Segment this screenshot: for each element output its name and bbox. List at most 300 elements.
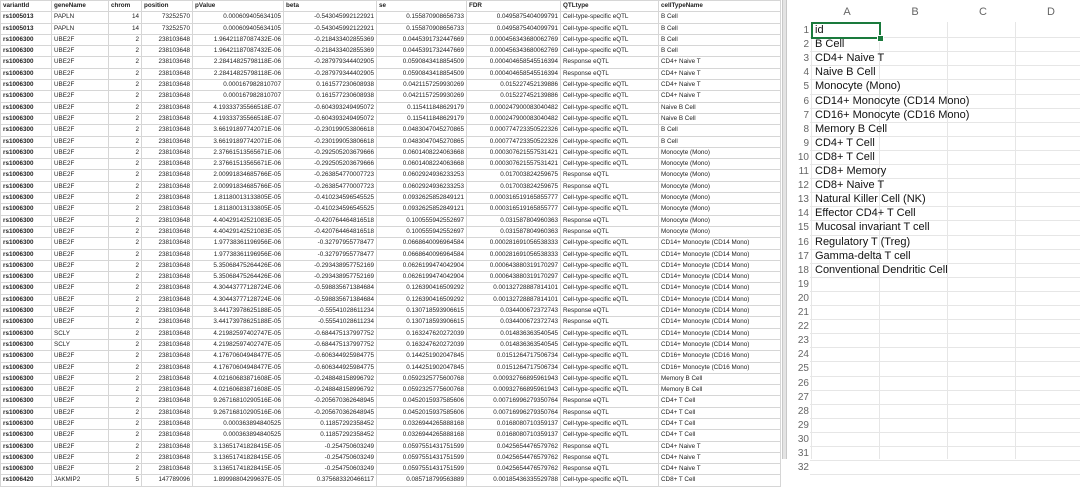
beta-cell[interactable]: -0.604393249495072 (284, 102, 377, 113)
gene-name-cell[interactable]: UBE2F (52, 294, 109, 305)
chrom-cell[interactable]: 14 (109, 12, 142, 23)
position-cell[interactable]: 238103648 (142, 193, 193, 204)
row-header[interactable]: 15 (797, 222, 809, 234)
variant-id-cell[interactable]: rs1006420 (1, 475, 52, 486)
gene-name-cell[interactable]: UBE2F (52, 181, 109, 192)
fdr-cell[interactable]: 0.0495875404099791 (467, 12, 561, 23)
qtl-type-cell[interactable]: Cell-type-specific eQTL (561, 272, 659, 283)
chrom-cell[interactable]: 2 (109, 272, 142, 283)
fdr-cell[interactable]: 0.000404658545516394 (467, 68, 561, 79)
gene-name-cell[interactable]: UBE2F (52, 170, 109, 181)
se-cell[interactable]: 0.0602924936233253 (377, 170, 467, 181)
fdr-cell[interactable]: 0.00716996279350764 (467, 407, 561, 418)
beta-cell[interactable]: -0.598835671384684 (284, 294, 377, 305)
fdr-cell[interactable]: 0.015227452139886 (467, 80, 561, 91)
qtl-type-cell[interactable]: Response eQTL (561, 317, 659, 328)
cell-type-name-cell[interactable]: CD4+ Naive T (659, 80, 781, 91)
qtl-type-cell[interactable]: Response eQTL (561, 396, 659, 407)
position-cell[interactable]: 73252570 (142, 23, 193, 34)
position-cell[interactable]: 238103648 (142, 407, 193, 418)
beta-cell[interactable]: -0.32797955778477 (284, 238, 377, 249)
fdr-cell[interactable]: 0.00185436335529788 (467, 475, 561, 486)
row-header[interactable]: 3 (803, 53, 809, 65)
position-cell[interactable]: 238103648 (142, 418, 193, 429)
fdr-cell[interactable]: 0.034400672372743 (467, 317, 561, 328)
p-value-cell[interactable]: 4.17670604948477E-05 (193, 351, 284, 362)
row-header[interactable]: 26 (797, 377, 809, 389)
p-value-cell[interactable]: 4.21982597402747E-05 (193, 339, 284, 350)
p-value-cell[interactable]: 3.13651741828415E-05 (193, 452, 284, 463)
variant-id-cell[interactable]: rs1006300 (1, 418, 52, 429)
qtl-type-cell[interactable]: Cell-type-specific eQTL (561, 204, 659, 215)
p-value-cell[interactable]: 1.97738361196956E-06 (193, 249, 284, 260)
cell-type-name-cell[interactable]: Monocyte (Mono) (659, 181, 781, 192)
row-header[interactable]: 16 (797, 236, 809, 248)
position-cell[interactable]: 238103648 (142, 294, 193, 305)
gene-name-cell[interactable]: UBE2F (52, 452, 109, 463)
qtl-type-cell[interactable]: Cell-type-specific eQTL (561, 328, 659, 339)
cell-type-name-cell[interactable]: CD14+ Monocyte (CD14 Mono) (659, 294, 781, 305)
chrom-cell[interactable]: 2 (109, 396, 142, 407)
chrom-cell[interactable]: 2 (109, 317, 142, 328)
se-cell[interactable]: 0.115411848629179 (377, 102, 467, 113)
cell-type-name-cell[interactable]: Naive B Cell (659, 113, 781, 124)
fdr-cell[interactable]: 0.031587804960363 (467, 215, 561, 226)
beta-cell[interactable]: -0.684475137997752 (284, 339, 377, 350)
chrom-cell[interactable]: 2 (109, 362, 142, 373)
position-cell[interactable]: 238103648 (142, 125, 193, 136)
beta-cell[interactable]: -0.254750603249 (284, 464, 377, 475)
gene-name-cell[interactable]: UBE2F (52, 34, 109, 45)
beta-cell[interactable]: -0.254750603249 (284, 452, 377, 463)
chrom-cell[interactable]: 2 (109, 351, 142, 362)
variant-id-cell[interactable]: rs1006300 (1, 238, 52, 249)
cell-type-name-cell[interactable]: B Cell (659, 46, 781, 57)
fdr-cell[interactable]: 0.034400672372743 (467, 306, 561, 317)
beta-cell[interactable]: -0.606344925984775 (284, 351, 377, 362)
qtl-type-cell[interactable]: Cell-type-specific eQTL (561, 362, 659, 373)
p-value-cell[interactable]: 1.81180013133805E-05 (193, 204, 284, 215)
p-value-cell[interactable]: 9.26716810290516E-06 (193, 396, 284, 407)
variant-id-cell[interactable]: rs1006300 (1, 396, 52, 407)
variant-id-cell[interactable]: rs1006300 (1, 294, 52, 305)
cell-type-name-cell[interactable]: CD14+ Monocyte (CD14 Mono) (659, 306, 781, 317)
qtl-type-cell[interactable]: Cell-type-specific eQTL (561, 238, 659, 249)
row-header[interactable]: 17 (797, 250, 809, 262)
cell-type-name-cell[interactable]: CD16+ Monocyte (CD16 Mono) (659, 362, 781, 373)
row-header[interactable]: 23 (797, 335, 809, 347)
row-header[interactable]: 11 (798, 166, 809, 177)
beta-cell[interactable]: 0.11857292358452 (284, 418, 377, 429)
chrom-cell[interactable]: 2 (109, 294, 142, 305)
gene-name-cell[interactable]: SCLY (52, 328, 109, 339)
cell-type-name-cell[interactable]: B Cell (659, 23, 781, 34)
cell-type-name-cell[interactable]: CD4+ Naive T (659, 464, 781, 475)
variant-id-cell[interactable]: rs1006300 (1, 80, 52, 91)
cell-type-name-cell[interactable]: CD4+ Naive T (659, 91, 781, 102)
variant-id-cell[interactable]: rs1006300 (1, 147, 52, 158)
se-cell[interactable]: 0.0421157259930269 (377, 91, 467, 102)
beta-cell[interactable]: 0.161577230608938 (284, 91, 377, 102)
fdr-cell[interactable]: 0.000281691056538333 (467, 249, 561, 260)
variant-id-cell[interactable]: rs1006300 (1, 385, 52, 396)
variant-id-cell[interactable]: rs1006300 (1, 362, 52, 373)
cell-type-cell[interactable]: CD8+ Memory (815, 165, 887, 177)
se-cell[interactable]: 0.0483047045270865 (377, 125, 467, 136)
p-value-cell[interactable]: 4.30443777128724E-06 (193, 294, 284, 305)
cell-type-cell[interactable]: Gamma-delta T cell (815, 249, 911, 262)
variant-id-cell[interactable]: rs1006300 (1, 317, 52, 328)
fdr-cell[interactable]: 0.000316519165855777 (467, 204, 561, 215)
variant-id-cell[interactable]: rs1006300 (1, 57, 52, 68)
cell-type-name-cell[interactable]: CD4+ T Cell (659, 430, 781, 441)
se-cell[interactable]: 0.155870908656733 (377, 23, 467, 34)
qtl-type-cell[interactable]: Cell-type-specific eQTL (561, 339, 659, 350)
se-cell[interactable]: 0.0452015937585606 (377, 396, 467, 407)
row-header[interactable]: 10 (797, 151, 809, 163)
gene-name-cell[interactable]: UBE2F (52, 396, 109, 407)
row-header[interactable]: 28 (797, 405, 809, 417)
chrom-cell[interactable]: 2 (109, 464, 142, 475)
chrom-cell[interactable]: 2 (109, 193, 142, 204)
qtl-type-cell[interactable]: Response eQTL (561, 57, 659, 68)
se-cell[interactable]: 0.130718593906615 (377, 306, 467, 317)
row-header[interactable]: 4 (803, 67, 809, 79)
chrom-cell[interactable]: 14 (109, 23, 142, 34)
gene-name-cell[interactable]: UBE2F (52, 46, 109, 57)
p-value-cell[interactable]: 4.17670604948477E-05 (193, 362, 284, 373)
fdr-cell[interactable]: 0.000774723350522326 (467, 125, 561, 136)
p-value-cell[interactable]: 3.13651741828415E-05 (193, 441, 284, 452)
chrom-cell[interactable]: 2 (109, 430, 142, 441)
se-cell[interactable]: 0.100555942552697 (377, 215, 467, 226)
beta-cell[interactable]: -0.218433402855369 (284, 46, 377, 57)
fdr-cell[interactable]: 0.000456343680062769 (467, 34, 561, 45)
chrom-cell[interactable]: 5 (109, 475, 142, 486)
beta-cell[interactable]: -0.263854770007723 (284, 181, 377, 192)
fdr-cell[interactable]: 0.0168080710359137 (467, 430, 561, 441)
qtl-type-cell[interactable]: Response eQTL (561, 464, 659, 475)
qtl-type-cell[interactable]: Response eQTL (561, 226, 659, 237)
variant-id-cell[interactable]: rs1006300 (1, 328, 52, 339)
cell-type-cell[interactable]: Effector CD4+ T Cell (815, 207, 916, 220)
gene-name-cell[interactable]: UBE2F (52, 441, 109, 452)
beta-cell[interactable]: -0.218433402855369 (284, 34, 377, 45)
chrom-cell[interactable]: 2 (109, 80, 142, 91)
p-value-cell[interactable]: 0.000167982810707 (193, 80, 284, 91)
beta-cell[interactable]: -0.420764464816518 (284, 226, 377, 237)
cell-type-name-cell[interactable]: CD14+ Monocyte (CD14 Mono) (659, 272, 781, 283)
fdr-cell[interactable]: 0.000247900083040482 (467, 102, 561, 113)
beta-cell[interactable]: -0.205670362648945 (284, 407, 377, 418)
cell-type-cell[interactable]: Regulatory T (Treg) (815, 235, 911, 248)
header-QTLtype[interactable]: QTLtype (561, 1, 659, 12)
position-cell[interactable]: 238103648 (142, 373, 193, 384)
position-cell[interactable]: 238103648 (142, 181, 193, 192)
row-header[interactable]: 6 (803, 95, 809, 107)
cell-type-cell[interactable]: Naive B Cell (815, 66, 876, 79)
beta-cell[interactable]: -0.263854770007723 (284, 170, 377, 181)
qtl-type-cell[interactable]: Cell-type-specific eQTL (561, 125, 659, 136)
chrom-cell[interactable]: 2 (109, 328, 142, 339)
gene-name-cell[interactable]: SCLY (52, 339, 109, 350)
position-cell[interactable]: 238103648 (142, 226, 193, 237)
fdr-cell[interactable]: 0.014836363540545 (467, 328, 561, 339)
p-value-cell[interactable]: 4.02160683871608E-05 (193, 373, 284, 384)
chrom-cell[interactable]: 2 (109, 57, 142, 68)
chrom-cell[interactable]: 2 (109, 339, 142, 350)
header-beta[interactable]: beta (284, 1, 377, 12)
fdr-cell[interactable]: 0.0151264717506734 (467, 362, 561, 373)
beta-cell[interactable]: -0.205670362648945 (284, 396, 377, 407)
p-value-cell[interactable]: 1.81180013133805E-05 (193, 193, 284, 204)
qtl-type-cell[interactable]: Cell-type-specific eQTL (561, 80, 659, 91)
cell-type-cell[interactable]: B Cell (815, 38, 845, 51)
variant-id-cell[interactable]: rs1006300 (1, 430, 52, 441)
row-header[interactable]: 20 (797, 292, 809, 304)
se-cell[interactable]: 0.0483047045270865 (377, 136, 467, 147)
row-header[interactable]: 30 (797, 433, 809, 445)
row-header[interactable]: 5 (803, 81, 809, 93)
qtl-type-cell[interactable]: Response eQTL (561, 452, 659, 463)
se-cell[interactable]: 0.163247620272039 (377, 328, 467, 339)
gene-name-cell[interactable]: UBE2F (52, 249, 109, 260)
variant-id-cell[interactable]: rs1006300 (1, 260, 52, 271)
row-header[interactable]: 13 (797, 194, 809, 206)
beta-cell[interactable]: -0.410234596545525 (284, 204, 377, 215)
row-header[interactable]: 32 (797, 462, 809, 474)
chrom-cell[interactable]: 2 (109, 260, 142, 271)
cell-type-name-cell[interactable]: CD14+ Monocyte (CD14 Mono) (659, 260, 781, 271)
chrom-cell[interactable]: 2 (109, 46, 142, 57)
se-cell[interactable]: 0.163247620272039 (377, 339, 467, 350)
qtl-type-cell[interactable]: Cell-type-specific eQTL (561, 294, 659, 305)
gene-name-cell[interactable]: UBE2F (52, 238, 109, 249)
variant-id-cell[interactable]: rs1006300 (1, 215, 52, 226)
se-cell[interactable]: 0.144251902047845 (377, 351, 467, 362)
position-cell[interactable]: 238103648 (142, 328, 193, 339)
se-cell[interactable]: 0.0445391732447669 (377, 46, 467, 57)
gene-name-cell[interactable]: UBE2F (52, 113, 109, 124)
column-header-c[interactable]: C (979, 6, 987, 18)
gene-name-cell[interactable]: UBE2F (52, 136, 109, 147)
variant-id-cell[interactable]: rs1006300 (1, 125, 52, 136)
row-header[interactable]: 1 (803, 25, 809, 36)
qtl-type-cell[interactable]: Cell-type-specific eQTL (561, 46, 659, 57)
chrom-cell[interactable]: 2 (109, 452, 142, 463)
position-cell[interactable]: 238103648 (142, 68, 193, 79)
variant-id-cell[interactable]: rs1006300 (1, 283, 52, 294)
se-cell[interactable]: 0.0592325775600768 (377, 385, 467, 396)
chrom-cell[interactable]: 2 (109, 385, 142, 396)
beta-cell[interactable]: -0.230199053806618 (284, 136, 377, 147)
qtl-type-cell[interactable]: Response eQTL (561, 306, 659, 317)
position-cell[interactable]: 238103648 (142, 204, 193, 215)
p-value-cell[interactable]: 1.96421187087432E-06 (193, 34, 284, 45)
p-value-cell[interactable]: 0.000609405634105 (193, 12, 284, 23)
gene-name-cell[interactable]: UBE2F (52, 283, 109, 294)
chrom-cell[interactable]: 2 (109, 181, 142, 192)
cell-type-name-cell[interactable]: B Cell (659, 34, 781, 45)
variant-id-cell[interactable]: rs1006300 (1, 464, 52, 475)
se-cell[interactable]: 0.0932625852849121 (377, 193, 467, 204)
variant-id-cell[interactable]: rs1006300 (1, 272, 52, 283)
position-cell[interactable]: 238103648 (142, 215, 193, 226)
column-header-b[interactable]: B (911, 6, 919, 18)
gene-name-cell[interactable]: UBE2F (52, 306, 109, 317)
cell-type-name-cell[interactable]: Memory B Cell (659, 373, 781, 384)
se-cell[interactable]: 0.0597551431751599 (377, 464, 467, 475)
p-value-cell[interactable]: 2.00991834685766E-05 (193, 170, 284, 181)
cell-type-name-cell[interactable]: Monocyte (Mono) (659, 215, 781, 226)
variant-id-cell[interactable]: rs1005013 (1, 23, 52, 34)
cell-type-name-cell[interactable]: CD14+ Monocyte (CD14 Mono) (659, 283, 781, 294)
variant-id-cell[interactable]: rs1006300 (1, 68, 52, 79)
cell-type-name-cell[interactable]: Monocyte (Mono) (659, 159, 781, 170)
cell-type-cell[interactable]: CD8+ Naive T (815, 179, 885, 192)
se-cell[interactable]: 0.126390416509292 (377, 283, 467, 294)
p-value-cell[interactable]: 1.97738361196956E-06 (193, 238, 284, 249)
qtl-type-cell[interactable]: Cell-type-specific eQTL (561, 385, 659, 396)
qtl-type-cell[interactable]: Cell-type-specific eQTL (561, 147, 659, 158)
qtl-type-cell[interactable]: Cell-type-specific eQTL (561, 102, 659, 113)
row-header[interactable]: 21 (797, 307, 809, 318)
p-value-cell[interactable]: 5.35068475264426E-06 (193, 260, 284, 271)
se-cell[interactable]: 0.0932625852849121 (377, 204, 467, 215)
chrom-cell[interactable]: 2 (109, 136, 142, 147)
beta-cell[interactable]: -0.293438957752169 (284, 260, 377, 271)
cell-type-name-cell[interactable]: CD4+ T Cell (659, 396, 781, 407)
beta-cell[interactable]: -0.32797955778477 (284, 249, 377, 260)
cell-type-name-cell[interactable]: B Cell (659, 12, 781, 23)
beta-cell[interactable]: -0.420764464816518 (284, 215, 377, 226)
chrom-cell[interactable]: 2 (109, 125, 142, 136)
gene-name-cell[interactable]: UBE2F (52, 407, 109, 418)
qtl-type-cell[interactable]: Cell-type-specific eQTL (561, 12, 659, 23)
beta-cell[interactable]: -0.606344925984775 (284, 362, 377, 373)
row-header[interactable]: 29 (797, 419, 809, 431)
position-cell[interactable]: 238103648 (142, 441, 193, 452)
beta-cell[interactable]: -0.55541028611234 (284, 306, 377, 317)
position-cell[interactable]: 238103648 (142, 170, 193, 181)
p-value-cell[interactable]: 4.21982597402747E-05 (193, 328, 284, 339)
gene-name-cell[interactable]: UBE2F (52, 80, 109, 91)
fdr-cell[interactable]: 0.000307621557531421 (467, 147, 561, 158)
p-value-cell[interactable]: 2.00991834685766E-05 (193, 181, 284, 192)
cell-type-name-cell[interactable]: CD16+ Monocyte (CD16 Mono) (659, 351, 781, 362)
position-cell[interactable]: 238103648 (142, 80, 193, 91)
gene-name-cell[interactable]: JAKMIP2 (52, 475, 109, 486)
fdr-cell[interactable]: 0.000456343680062769 (467, 46, 561, 57)
se-cell[interactable]: 0.0668640096964584 (377, 249, 467, 260)
position-cell[interactable]: 238103648 (142, 238, 193, 249)
row-header[interactable]: 27 (797, 391, 809, 403)
chrom-cell[interactable]: 2 (109, 215, 142, 226)
cell-type-cell[interactable]: CD8+ T Cell (815, 150, 875, 163)
position-cell[interactable]: 238103648 (142, 339, 193, 350)
gene-name-cell[interactable]: UBE2F (52, 260, 109, 271)
row-header[interactable]: 22 (797, 321, 809, 333)
row-header[interactable]: 24 (797, 349, 809, 361)
position-cell[interactable]: 238103648 (142, 159, 193, 170)
position-cell[interactable]: 238103648 (142, 57, 193, 68)
se-cell[interactable]: 0.0597551431751599 (377, 441, 467, 452)
gene-name-cell[interactable]: UBE2F (52, 204, 109, 215)
row-header[interactable]: 9 (803, 137, 809, 149)
chrom-cell[interactable]: 2 (109, 306, 142, 317)
gene-name-cell[interactable]: UBE2F (52, 351, 109, 362)
beta-cell[interactable]: -0.230199053806618 (284, 125, 377, 136)
se-cell[interactable]: 0.0421157259930269 (377, 80, 467, 91)
qtl-type-cell[interactable]: Cell-type-specific eQTL (561, 249, 659, 260)
qtl-type-cell[interactable]: Response eQTL (561, 407, 659, 418)
beta-cell[interactable]: -0.55541028611234 (284, 317, 377, 328)
row-header[interactable]: 25 (797, 363, 809, 375)
p-value-cell[interactable]: 2.37661513565671E-06 (193, 159, 284, 170)
qtl-type-cell[interactable]: Cell-type-specific eQTL (561, 475, 659, 486)
se-cell[interactable]: 0.0452015937585606 (377, 407, 467, 418)
cell-type-name-cell[interactable]: CD4+ T Cell (659, 418, 781, 429)
se-cell[interactable]: 0.155870908656733 (377, 12, 467, 23)
cell-type-name-cell[interactable]: CD4+ Naive T (659, 57, 781, 68)
position-cell[interactable]: 238103648 (142, 396, 193, 407)
se-cell[interactable]: 0.0597551431751599 (377, 452, 467, 463)
position-cell[interactable]: 238103648 (142, 306, 193, 317)
se-cell[interactable]: 0.115411848629179 (377, 113, 467, 124)
fdr-cell[interactable]: 0.00132728887814101 (467, 294, 561, 305)
column-header-d[interactable]: D (1047, 6, 1055, 18)
fdr-cell[interactable]: 0.031587804960363 (467, 226, 561, 237)
p-value-cell[interactable]: 4.19333735566518E-07 (193, 102, 284, 113)
variant-id-cell[interactable]: rs1006300 (1, 181, 52, 192)
beta-cell[interactable]: 0.161577230608938 (284, 80, 377, 91)
position-cell[interactable]: 238103648 (142, 430, 193, 441)
chrom-cell[interactable]: 2 (109, 102, 142, 113)
fdr-cell[interactable]: 0.000643880319170297 (467, 260, 561, 271)
se-cell[interactable]: 0.144251902047845 (377, 362, 467, 373)
position-cell[interactable]: 238103648 (142, 147, 193, 158)
qtl-type-cell[interactable]: Response eQTL (561, 215, 659, 226)
fdr-cell[interactable]: 0.0425654476579762 (467, 441, 561, 452)
se-cell[interactable]: 0.0626199474042904 (377, 260, 467, 271)
fdr-cell[interactable]: 0.000774723350522326 (467, 136, 561, 147)
fdr-cell[interactable]: 0.0425654476579762 (467, 464, 561, 475)
header-se[interactable]: se (377, 1, 467, 12)
qtl-type-cell[interactable]: Cell-type-specific eQTL (561, 136, 659, 147)
variant-id-cell[interactable]: rs1006300 (1, 249, 52, 260)
header-cellTypeName[interactable]: cellTypeName (659, 1, 781, 12)
cell-type-name-cell[interactable]: CD14+ Monocyte (CD14 Mono) (659, 339, 781, 350)
se-cell[interactable]: 0.0601408224063668 (377, 147, 467, 158)
fdr-cell[interactable]: 0.000316519165855777 (467, 193, 561, 204)
cell-type-name-cell[interactable]: CD14+ Monocyte (CD14 Mono) (659, 328, 781, 339)
row-header[interactable]: 7 (803, 109, 809, 121)
header-position[interactable]: position (142, 1, 193, 12)
gene-name-cell[interactable]: UBE2F (52, 159, 109, 170)
fdr-cell[interactable]: 0.00132728887814101 (467, 283, 561, 294)
cell-type-name-cell[interactable]: Monocyte (Mono) (659, 204, 781, 215)
variant-id-cell[interactable]: rs1006300 (1, 441, 52, 452)
position-cell[interactable]: 238103648 (142, 362, 193, 373)
beta-cell[interactable]: -0.543045992122921 (284, 12, 377, 23)
position-cell[interactable]: 238103648 (142, 136, 193, 147)
qtl-type-cell[interactable]: Cell-type-specific eQTL (561, 430, 659, 441)
chrom-cell[interactable]: 2 (109, 91, 142, 102)
gene-name-cell[interactable]: UBE2F (52, 226, 109, 237)
position-cell[interactable]: 238103648 (142, 385, 193, 396)
p-value-cell[interactable]: 3.66191897742071E-06 (193, 125, 284, 136)
gene-name-cell[interactable]: PAPLN (52, 23, 109, 34)
